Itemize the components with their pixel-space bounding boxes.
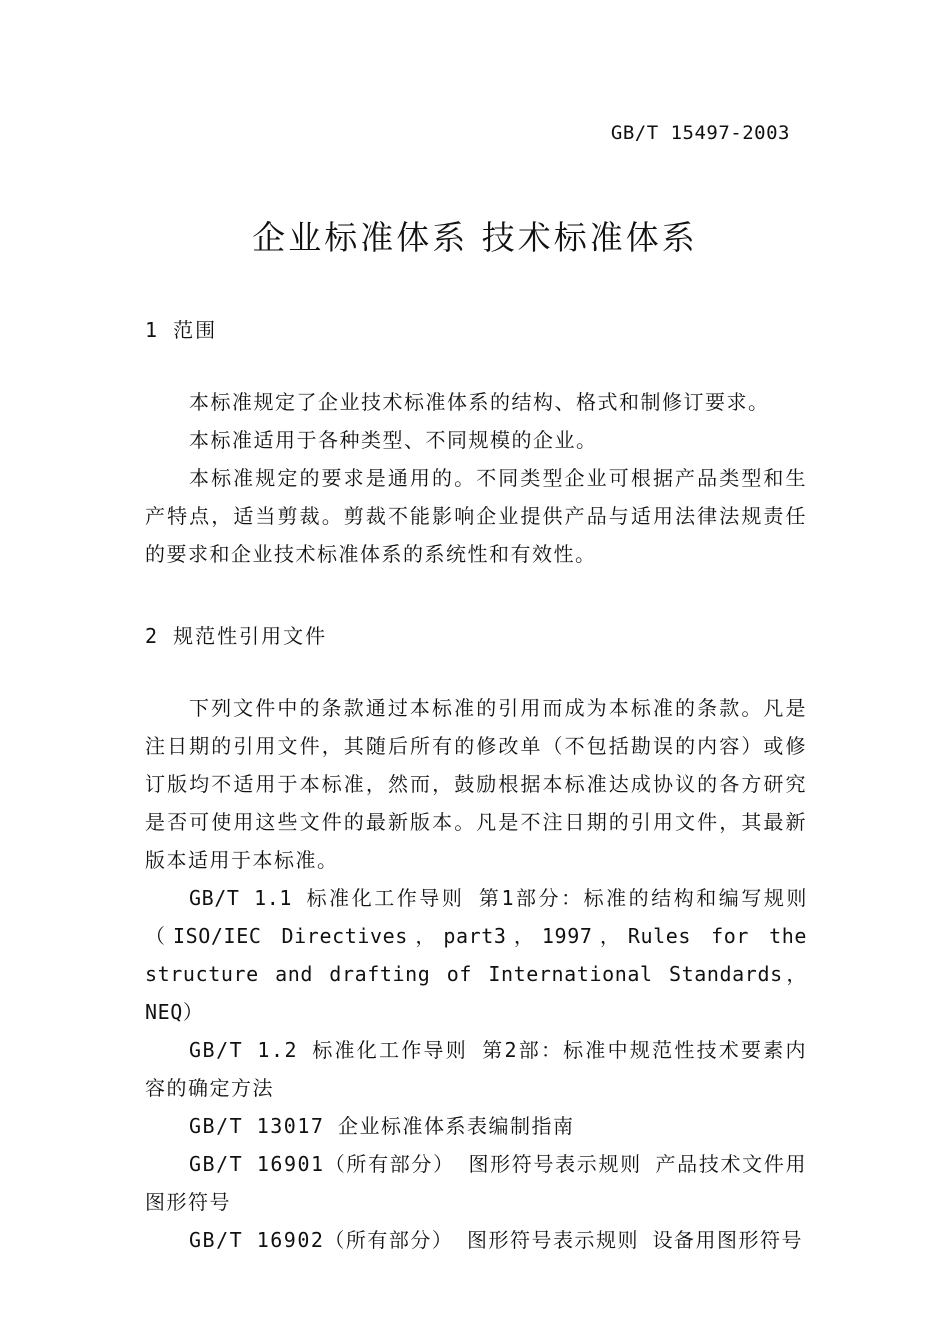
reference-item: GB/T 13017 企业标准体系表编制指南 <box>189 1114 575 1138</box>
standard-code: GB/T 15497-2003 <box>610 122 790 144</box>
section-body-scope <box>145 383 807 573</box>
reference-item: GB/T 1.1 标准化工作导则 第1部分：标准的结构和编写规则（ISO/IEC Directives，part3，1997，Rules for the structure and drafting of International Standards，NEQ） <box>145 886 807 1024</box>
paragraph: 本标准规定的要求是通用的。不同类型企业可根据产品类型和生产特点，适当剪裁。剪裁不能影响企业提供产品与适用法律法规责任的要求和企业技术标准体系的系统性和有效性。 <box>145 466 807 566</box>
paragraph: 本标准规定了企业技术标准体系的结构、格式和制修订要求。 <box>189 390 770 414</box>
reference-item: GB/T 16902（所有部分） 图形符号表示规则 设备用图形符号 <box>189 1228 803 1252</box>
section-heading-scope: 1 范围 <box>145 318 218 342</box>
section-heading-normative-references: 2 规范性引用文件 <box>145 624 328 648</box>
reference-item: GB/T 1.2 标准化工作导则 第2部：标准中规范性技术要素内容的确定方法 <box>145 1038 807 1100</box>
section-body-normative-references <box>145 689 807 1259</box>
paragraph: 下列文件中的条款通过本标准的引用而成为本标准的条款。凡是注日期的引用文件，其随后所有的修改单（不包括勘误的内容）或修订版均不适用于本标准，然而，鼓励根据本标准达成协议的各方研究是否可使用这些文件的最新版本。凡是不注日期的引用文件，其最新版本适用于本标准。 <box>145 696 807 872</box>
reference-item: GB/T 16901（所有部分） 图形符号表示规则 产品技术文件用图形符号 <box>145 1152 807 1214</box>
paragraph: 本标准适用于各种类型、不同规模的企业。 <box>189 428 598 452</box>
document-title: 企业标准体系 技术标准体系 <box>252 218 698 257</box>
